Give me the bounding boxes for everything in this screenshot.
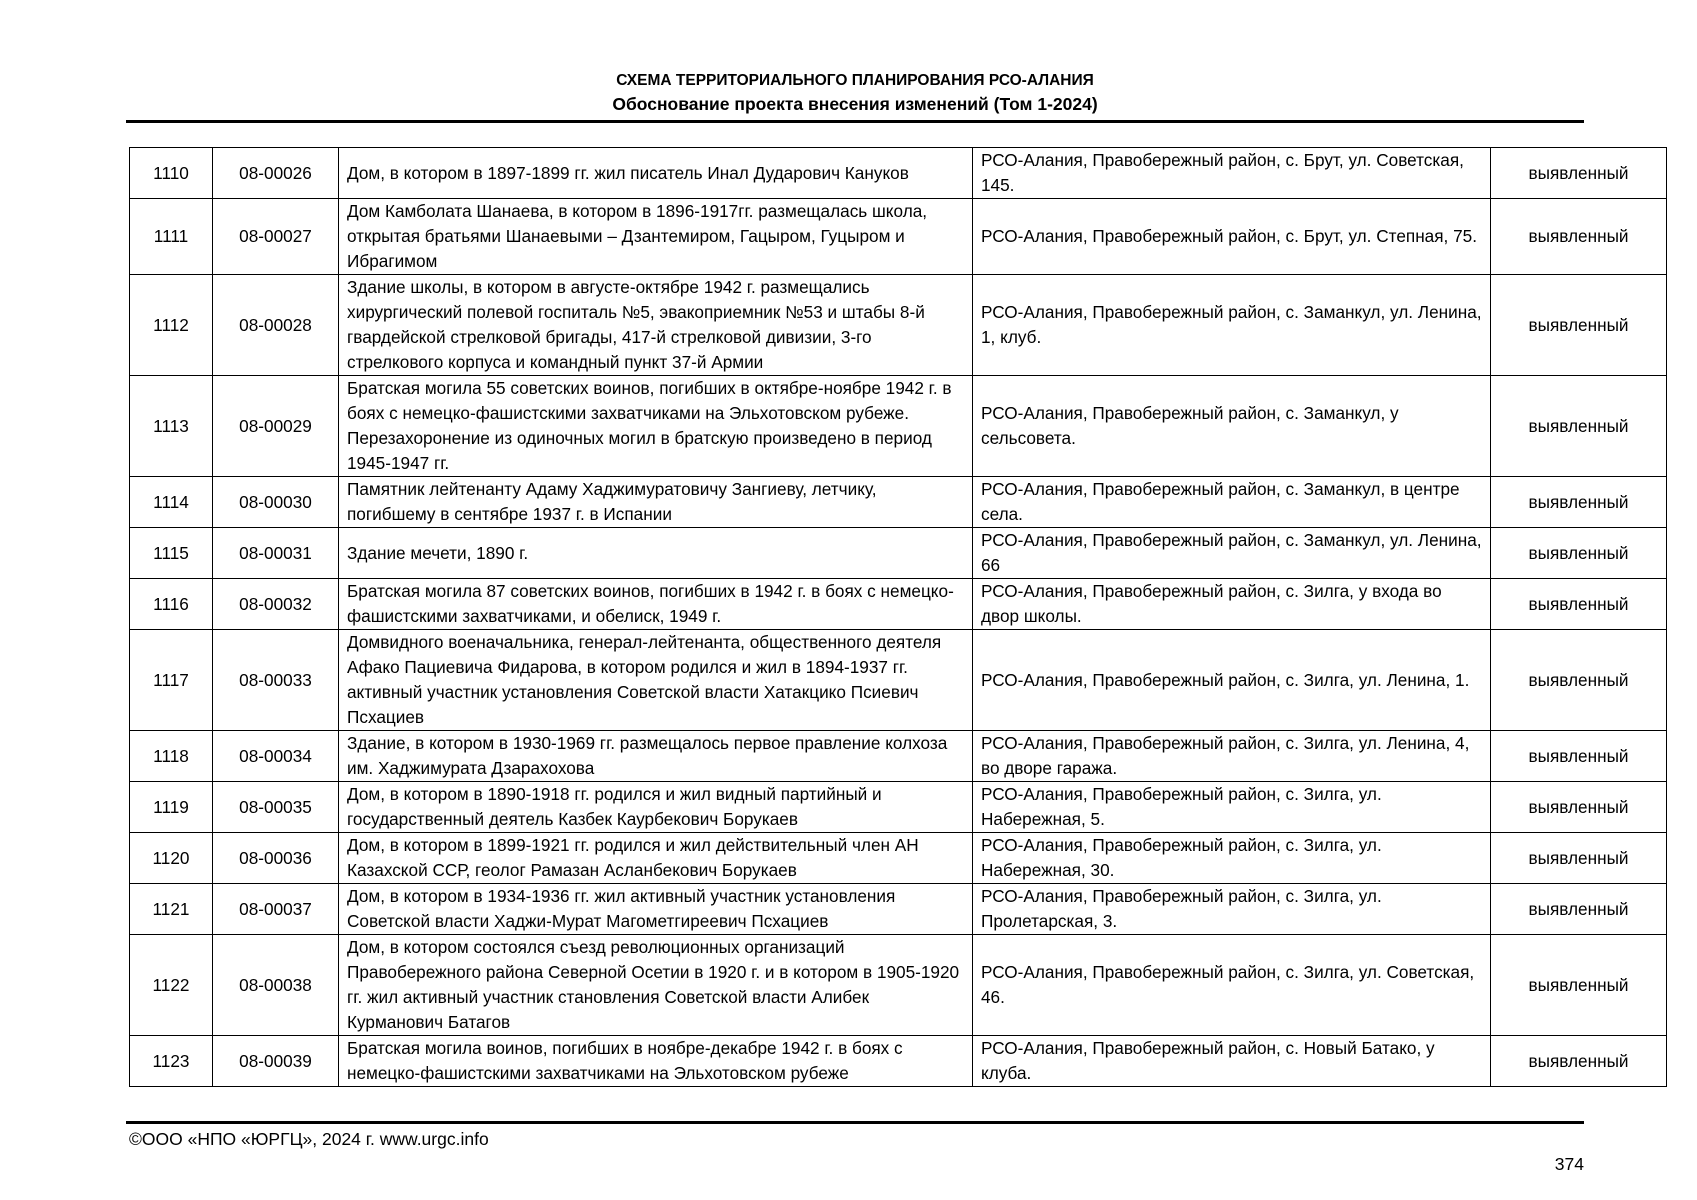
cell-status: выявленный bbox=[1491, 731, 1667, 782]
cell-address: РСО-Алания, Правобережный район, с. Зилга, у входа во двор школы. bbox=[973, 579, 1491, 630]
cell-status: выявленный bbox=[1491, 935, 1667, 1036]
table-row bbox=[130, 731, 1667, 782]
cell-registry-code: 08-00031 bbox=[213, 528, 339, 579]
cell-address: РСО-Алания, Правобережный район, с. Заманкул, в центре села. bbox=[973, 477, 1491, 528]
cell-object-name: Здание школы, в котором в августе-октябре 1942 г. размещались хирургический полевой госпиталь №5, эвакоприемник №53 и штабы 8-й гвардейской стрелковой бригады, 417-й стрелковой дивизии, 3-го стрелкового корпуса и командный пункт 37-й Армии bbox=[339, 275, 973, 376]
cell-status: выявленный bbox=[1491, 1036, 1667, 1087]
cell-registry-code: 08-00026 bbox=[213, 148, 339, 199]
cell-status: выявленный bbox=[1491, 376, 1667, 477]
cell-address: РСО-Алания, Правобережный район, с. Новый Батако, у клуба. bbox=[973, 1036, 1491, 1087]
monuments-table bbox=[129, 147, 1667, 1087]
cell-object-name: Братская могила воинов, погибших в ноябре-декабре 1942 г. в боях с немецко-фашистскими захватчиками на Эльхотовском рубеже bbox=[339, 1036, 973, 1087]
table-row bbox=[130, 199, 1667, 275]
cell-address: РСО-Алания, Правобережный район, с. Зилга, ул. Ленина, 1. bbox=[973, 630, 1491, 731]
cell-address: РСО-Алания, Правобережный район, с. Заманкул, у сельсовета. bbox=[973, 376, 1491, 477]
cell-status: выявленный bbox=[1491, 148, 1667, 199]
cell-object-name: Братская могила 55 советских воинов, погибших в октябре-ноябре 1942 г. в боях с немецко-фашистскими захватчиками на Эльхотовском рубеже. Перезахоронение из одиночных могил в братскую произведено в период 1945-1947 гг. bbox=[339, 376, 973, 477]
cell-address: РСО-Алания, Правобережный район, с. Заманкул, ул. Ленина, 66 bbox=[973, 528, 1491, 579]
cell-number: 1119 bbox=[130, 782, 213, 833]
cell-object-name: Дом, в котором состоялся съезд революционных организаций Правобережного района Северной Осетии в 1920 г. и в котором в 1905-1920 гг. жил активный участник становления Советской власти Алибек Курманович Батагов bbox=[339, 935, 973, 1036]
table-row bbox=[130, 1036, 1667, 1087]
cell-object-name: Здание, в котором в 1930-1969 гг. размещалось первое правление колхоза им. Хаджимурата Дзарахохова bbox=[339, 731, 973, 782]
cell-address: РСО-Алания, Правобережный район, с. Зилга, ул. Ленина, 4, во дворе гаража. bbox=[973, 731, 1491, 782]
cell-status: выявленный bbox=[1491, 275, 1667, 376]
cell-registry-code: 08-00027 bbox=[213, 199, 339, 275]
cell-address: РСО-Алания, Правобережный район, с. Заманкул, ул. Ленина, 1, клуб. bbox=[973, 275, 1491, 376]
table-row bbox=[130, 833, 1667, 884]
cell-object-name: Дом, в котором в 1934-1936 гг. жил активный участник установления Советской власти Хаджи-Мурат Магометгиреевич Псхациев bbox=[339, 884, 973, 935]
cell-address: РСО-Алания, Правобережный район, с. Зилга, ул. Набережная, 30. bbox=[973, 833, 1491, 884]
cell-address: РСО-Алания, Правобережный район, с. Брут, ул. Степная, 75. bbox=[973, 199, 1491, 275]
table-row bbox=[130, 477, 1667, 528]
monuments-table-container bbox=[129, 147, 1666, 1087]
cell-number: 1117 bbox=[130, 630, 213, 731]
document-subtitle: Обоснование проекта внесения изменений (Том 1-2024) bbox=[612, 94, 1098, 114]
cell-status: выявленный bbox=[1491, 477, 1667, 528]
table-row bbox=[130, 148, 1667, 199]
cell-object-name: Дом, в котором в 1899-1921 гг. родился и жил действительный член АН Казахской ССР, геолог Рамазан Асланбекович Борукаев bbox=[339, 833, 973, 884]
cell-object-name: Братская могила 87 советских воинов, погибших в 1942 г. в боях с немецко-фашистскими захватчиками, и обелиск, 1949 г. bbox=[339, 579, 973, 630]
cell-address: РСО-Алания, Правобережный район, с. Брут, ул. Советская, 145. bbox=[973, 148, 1491, 199]
table-row bbox=[130, 528, 1667, 579]
cell-address: РСО-Алания, Правобережный район, с. Зилга, ул. Набережная, 5. bbox=[973, 782, 1491, 833]
cell-registry-code: 08-00034 bbox=[213, 731, 339, 782]
table-row bbox=[130, 275, 1667, 376]
cell-status: выявленный bbox=[1491, 833, 1667, 884]
cell-number: 1112 bbox=[130, 275, 213, 376]
cell-object-name: Домвидного военачальника, генерал-лейтенанта, общественного деятеля Афако Пациевича Фидарова, в котором родился и жил в 1894-1937 гг. активный участник установления Советской власти Хатакцико Псиевич Псхациев bbox=[339, 630, 973, 731]
cell-status: выявленный bbox=[1491, 884, 1667, 935]
cell-number: 1115 bbox=[130, 528, 213, 579]
cell-object-name: Памятник лейтенанту Адаму Хаджимуратовичу Зангиеву, летчику, погибшему в сентябре 1937 г. в Испании bbox=[339, 477, 973, 528]
cell-status: выявленный bbox=[1491, 199, 1667, 275]
cell-registry-code: 08-00028 bbox=[213, 275, 339, 376]
cell-address: РСО-Алания, Правобережный район, с. Зилга, ул. Пролетарская, 3. bbox=[973, 884, 1491, 935]
table-row bbox=[130, 376, 1667, 477]
table-row bbox=[130, 935, 1667, 1036]
footer-divider bbox=[126, 1121, 1584, 1124]
cell-number: 1120 bbox=[130, 833, 213, 884]
table-row bbox=[130, 782, 1667, 833]
cell-registry-code: 08-00036 bbox=[213, 833, 339, 884]
cell-number: 1123 bbox=[130, 1036, 213, 1087]
cell-registry-code: 08-00029 bbox=[213, 376, 339, 477]
cell-object-name: Дом Камболата Шанаева, в котором в 1896-1917гг. размещалась школа, открытая братьями Шанаевыми – Дзантемиром, Гацыром, Гуцыром и Ибрагимом bbox=[339, 199, 973, 275]
cell-object-name: Здание мечети, 1890 г. bbox=[339, 528, 973, 579]
cell-registry-code: 08-00039 bbox=[213, 1036, 339, 1087]
cell-number: 1111 bbox=[130, 199, 213, 275]
cell-object-name: Дом, в котором в 1890-1918 гг. родился и жил видный партийный и государственный деятель Казбек Каурбекович Борукаев bbox=[339, 782, 973, 833]
cell-registry-code: 08-00030 bbox=[213, 477, 339, 528]
table-body bbox=[130, 148, 1667, 1087]
table-row bbox=[130, 579, 1667, 630]
cell-number: 1114 bbox=[130, 477, 213, 528]
cell-status: выявленный bbox=[1491, 579, 1667, 630]
cell-object-name: Дом, в котором в 1897-1899 гг. жил писатель Инал Дударович Кануков bbox=[339, 148, 973, 199]
footer-copyright: ©ООО «НПО «ЮРГЦ», 2024 г. www.urgc.info bbox=[129, 1129, 489, 1149]
table-row bbox=[130, 884, 1667, 935]
page-header bbox=[126, 70, 1584, 116]
cell-number: 1116 bbox=[130, 579, 213, 630]
cell-status: выявленный bbox=[1491, 782, 1667, 833]
table-row bbox=[130, 630, 1667, 731]
document-title: СХЕМА ТЕРРИТОРИАЛЬНОГО ПЛАНИРОВАНИЯ РСО-АЛАНИЯ bbox=[616, 72, 1094, 89]
cell-status: выявленный bbox=[1491, 528, 1667, 579]
cell-number: 1122 bbox=[130, 935, 213, 1036]
cell-address: РСО-Алания, Правобережный район, с. Зилга, ул. Советская, 46. bbox=[973, 935, 1491, 1036]
cell-registry-code: 08-00038 bbox=[213, 935, 339, 1036]
header-divider bbox=[126, 120, 1584, 123]
cell-registry-code: 08-00037 bbox=[213, 884, 339, 935]
cell-status: выявленный bbox=[1491, 630, 1667, 731]
cell-number: 1110 bbox=[130, 148, 213, 199]
cell-number: 1118 bbox=[130, 731, 213, 782]
page-number: 374 bbox=[1554, 1154, 1584, 1174]
cell-registry-code: 08-00033 bbox=[213, 630, 339, 731]
cell-registry-code: 08-00032 bbox=[213, 579, 339, 630]
cell-registry-code: 08-00035 bbox=[213, 782, 339, 833]
cell-number: 1121 bbox=[130, 884, 213, 935]
cell-number: 1113 bbox=[130, 376, 213, 477]
